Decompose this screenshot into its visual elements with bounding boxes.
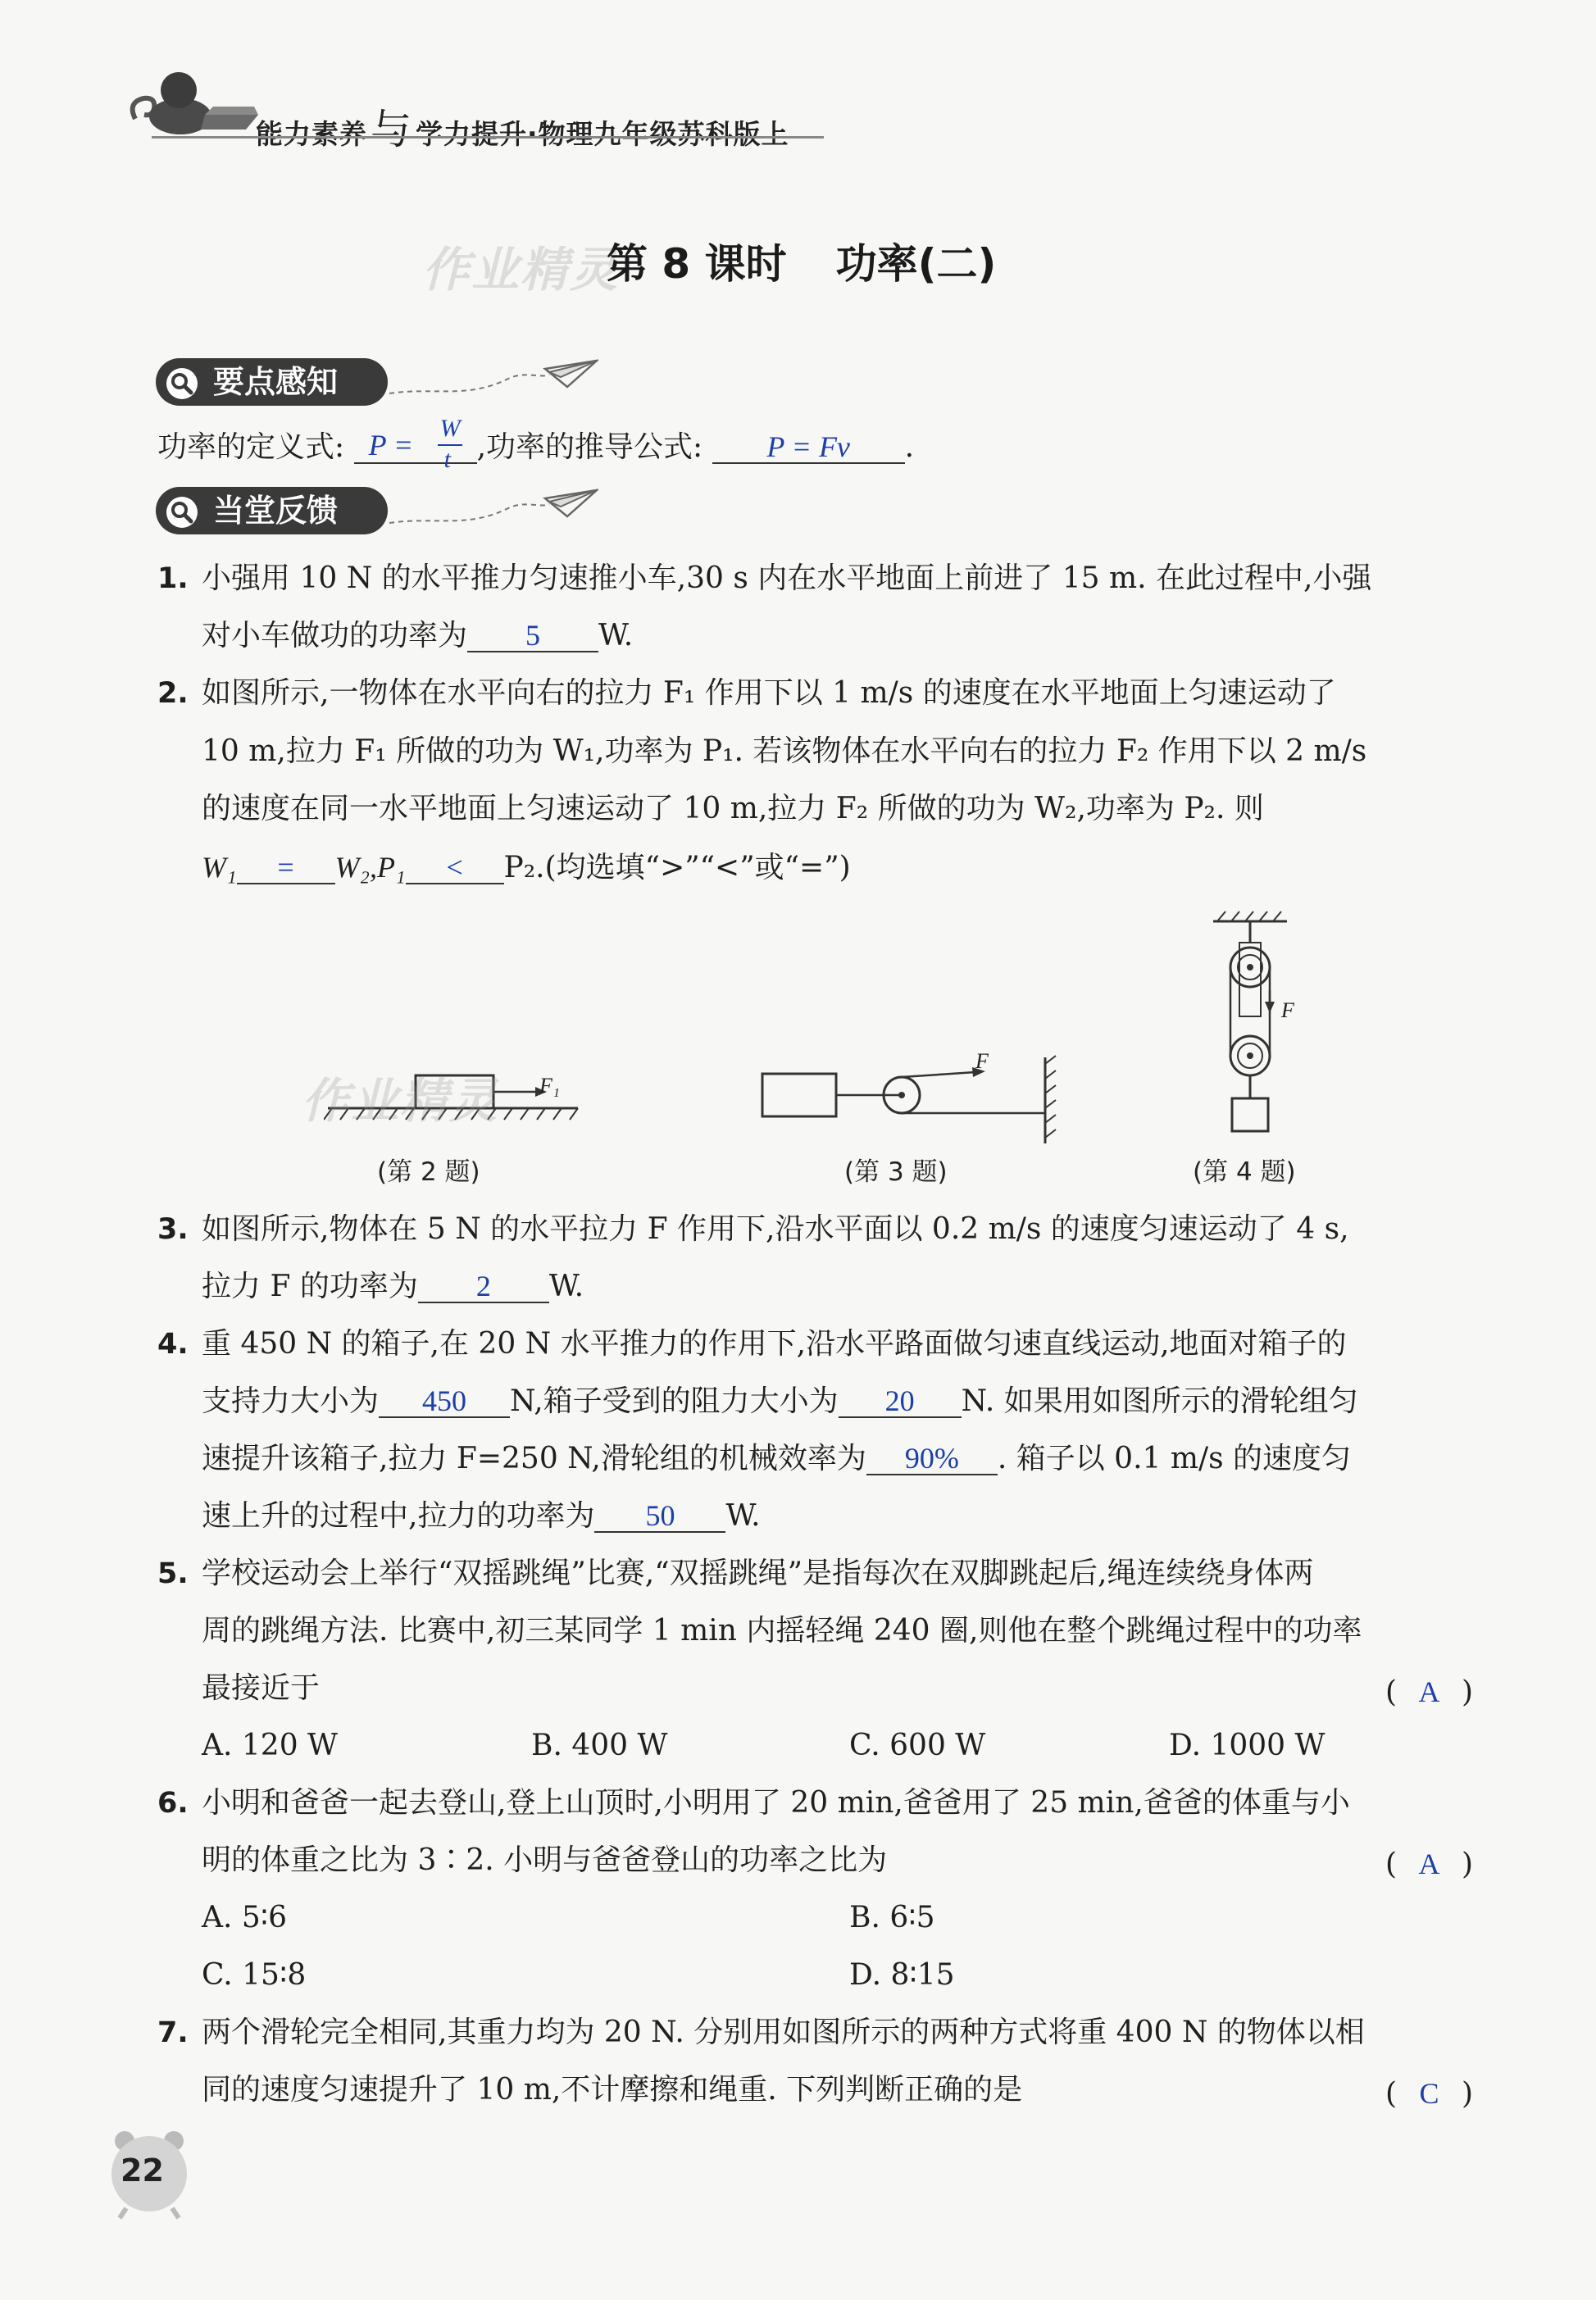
q2-answer1: = xyxy=(237,852,335,884)
q3-number: 3. xyxy=(157,1213,189,1246)
q7-answer-box: ( C ) xyxy=(1385,2077,1473,2111)
q2-line2: 10 m,拉力 F₁ 所做的功为 W₁,功率为 P₁. 若该物体在水平向右的拉力 F₂ 作用下以 2 m/s xyxy=(202,734,1367,768)
fig3-caption: (第 3 题) xyxy=(844,1157,948,1187)
q4-answer4: 50 xyxy=(594,1500,725,1533)
q1-prefix: 对小车做功的功率为 xyxy=(202,619,468,652)
def-formula-blank xyxy=(354,415,477,473)
watermark: 作业精灵 xyxy=(302,1073,499,1129)
def-formula-lhs: P = xyxy=(368,429,414,461)
q1-line2 xyxy=(202,620,633,652)
q5-option-b: B. 400 W xyxy=(531,1729,668,1762)
fig2-force-label: F₁ xyxy=(539,1074,560,1098)
page-title xyxy=(607,231,996,290)
q2-number: 2. xyxy=(157,677,189,710)
derived-formula-answer: P = Fv xyxy=(712,431,905,464)
q6-answer: A xyxy=(1418,1848,1440,1880)
q6-number: 6. xyxy=(157,1787,189,1820)
q4-l2b: N,箱子受到的阻力大小为 xyxy=(510,1384,839,1418)
figure-q3 xyxy=(754,1041,1066,1151)
q4-l4a: 速上升的过程中,拉力的功率为 xyxy=(202,1499,595,1533)
series-connector: 与 xyxy=(371,106,412,153)
magnifier-icon xyxy=(166,494,198,542)
q4-l3b: . 箱子以 0.1 m/s 的速度匀 xyxy=(997,1442,1352,1475)
q3-suffix: W. xyxy=(548,1270,584,1303)
q7-number: 7. xyxy=(157,2016,189,2049)
q5-answer: A xyxy=(1418,1675,1440,1708)
formula-end: . xyxy=(904,430,915,464)
q7-line2: 同的速度匀速提升了 10 m,不计摩擦和绳重. 下列判断正确的是 xyxy=(202,2073,1023,2107)
q2-w1: W₁ xyxy=(202,851,237,884)
def-formula-den: t xyxy=(443,446,451,473)
fig4-caption: (第 4 题) xyxy=(1193,1157,1296,1187)
fig4-force-label: F xyxy=(1281,998,1294,1022)
q1-suffix: W. xyxy=(598,619,634,652)
q5-number: 5. xyxy=(157,1557,189,1590)
section-label: 当堂反馈 xyxy=(213,493,339,529)
q6-answer-box: ( A ) xyxy=(1385,1848,1473,1881)
fig3-force-label: F xyxy=(975,1049,989,1073)
q4-l3a: 速提升该箱子,拉力 F=250 N,滑轮组的机械效率为 xyxy=(202,1442,866,1475)
header-logo xyxy=(123,57,262,139)
series-subtitle: ·物理九年级苏科版上 xyxy=(527,118,789,150)
page-number: 22 xyxy=(120,2152,164,2189)
q2-line3: 的速度在同一水平地面上匀速运动了 10 m,拉力 F₂ 所做的功为 W₂,功率为 P₂. 则 xyxy=(202,792,1264,825)
q3-line1: 如图所示,物体在 5 N 的水平拉力 F 作用下,沿水平面以 0.2 m/s 的速度匀速运动了 4 s, xyxy=(202,1212,1349,1246)
section-key-points xyxy=(156,358,388,406)
q5-line1: 学校运动会上举行“双摇跳绳”比赛,“双摇跳绳”是指每次在双脚跳起后,绳连续绕身体两 xyxy=(202,1557,1314,1590)
q5-line3: 最接近于 xyxy=(202,1671,321,1705)
q6-line1: 小明和爸爸一起去登山,登上山顶时,小明用了 20 min,爸爸用了 25 min,爸爸的体重与小 xyxy=(202,1786,1350,1820)
section-feedback xyxy=(156,487,388,534)
q5-option-c: C. 600 W xyxy=(849,1729,986,1762)
series-a: 能力素养 xyxy=(256,118,367,150)
paper-plane-icon xyxy=(385,354,598,407)
q6-option-a: A. 5∶6 xyxy=(202,1901,288,1934)
q6-option-d: D. 8∶15 xyxy=(849,1958,955,1992)
q4-line2 xyxy=(202,1385,1358,1418)
q4-line1: 重 450 N 的箱子,在 20 N 水平推力的作用下,沿水平路面做匀速直线运动,地面对箱子的 xyxy=(202,1327,1347,1361)
q7-answer: C xyxy=(1419,2077,1439,2110)
q5-line2: 周的跳绳方法. 比赛中,初三某同学 1 min 内摇轻绳 240 圈,则他在整个跳绳过程中的功率 xyxy=(202,1614,1362,1648)
q2-w2p1: W₂,P₁ xyxy=(334,851,406,884)
q2-answer2: < xyxy=(406,852,504,884)
q4-answer3: 90% xyxy=(866,1443,998,1475)
q4-line3 xyxy=(202,1443,1351,1475)
q6-option-c: C. 15∶8 xyxy=(202,1958,307,1992)
q7-line1: 两个滑轮完全相同,其重力均为 20 N. 分别用如图所示的两种方式将重 400 N 的物体以相 xyxy=(202,2016,1365,2049)
q3-line2 xyxy=(202,1270,584,1303)
q2-tail: P₂.(均选填“>”“<”或“=”) xyxy=(503,851,851,884)
q6-option-b: B. 6∶5 xyxy=(849,1901,935,1934)
q1-line1: 小强用 10 N 的水平推力匀速推小车,30 s 内在水平地面上前进了 15 m. 在此过程中,小强 xyxy=(202,561,1372,595)
q2-line4 xyxy=(202,851,851,884)
q4-l2c: N. 如果用如图所示的滑轮组匀 xyxy=(961,1384,1358,1418)
header-rule xyxy=(152,136,824,139)
q5-option-a: A. 120 W xyxy=(202,1729,339,1762)
header-title xyxy=(256,97,789,156)
q1-number: 1. xyxy=(157,562,189,595)
q3-answer: 2 xyxy=(418,1270,549,1303)
q4-line4 xyxy=(202,1500,761,1533)
section-label: 要点感知 xyxy=(213,364,339,400)
q4-answer1: 450 xyxy=(379,1385,510,1418)
q4-number: 4. xyxy=(157,1328,189,1361)
q6-line2: 明的体重之比为 3∶2. 小明与爸爸登山的功率之比为 xyxy=(202,1843,888,1877)
formula-line xyxy=(157,415,915,473)
fig2-caption: (第 2 题) xyxy=(377,1157,480,1187)
lesson-number: 第 8 课时 xyxy=(607,240,787,288)
magnifier-icon xyxy=(166,366,198,413)
lesson-topic: 功率(二) xyxy=(835,240,997,288)
q2-line1: 如图所示,一物体在水平向右的拉力 F₁ 作用下以 1 m/s 的速度在水平地面上匀速运动了 xyxy=(202,676,1336,710)
paper-plane-icon xyxy=(385,484,598,536)
q5-option-d: D. 1000 W xyxy=(1169,1729,1325,1762)
derived-label: ,功率的推导公式: xyxy=(476,430,703,464)
q5-answer-box: ( A ) xyxy=(1385,1675,1473,1709)
q3-prefix: 拉力 F 的功率为 xyxy=(202,1270,418,1303)
def-label: 功率的定义式: xyxy=(157,430,345,464)
q4-answer2: 20 xyxy=(839,1385,962,1418)
def-formula-num: W xyxy=(439,415,461,442)
q4-l4b: W. xyxy=(725,1499,761,1533)
watermark: 作业精灵 xyxy=(422,242,620,298)
q4-l2a: 支持力大小为 xyxy=(202,1384,380,1418)
series-b: 学力提升 xyxy=(416,118,527,150)
figure-q4 xyxy=(1197,910,1312,1151)
q1-answer: 5 xyxy=(467,620,598,652)
